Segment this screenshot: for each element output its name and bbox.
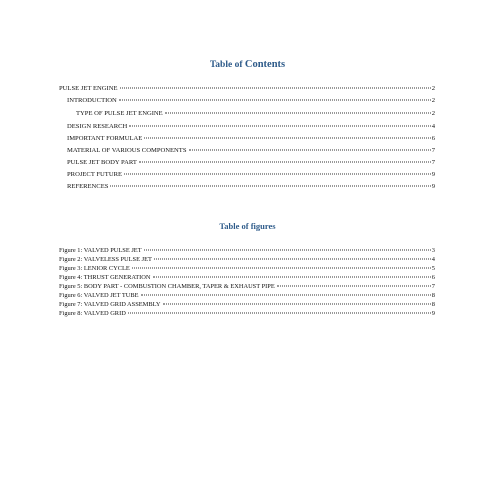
dot-leader — [163, 304, 431, 305]
toc-entry-page: 4 — [431, 123, 435, 130]
figure-entry-label: Figure 1: VALVED PULSE JET — [59, 247, 142, 254]
toc-entry-project-future[interactable] — [67, 171, 435, 179]
dot-leader — [139, 162, 431, 163]
toc-entry-page: 9 — [431, 171, 435, 178]
toc-entry-label: TYPE OF PULSE JET ENGINE — [76, 110, 163, 117]
toc-entry-material-of-various-components[interactable] — [67, 147, 435, 155]
toc-entry-label: MATERIAL OF VARIOUS COMPONENTS — [67, 147, 187, 154]
dot-leader — [277, 286, 431, 287]
toc-entry-pulse-jet-engine[interactable] — [59, 85, 435, 93]
dot-leader — [124, 174, 431, 175]
figure-entry-1[interactable] — [59, 247, 435, 254]
figure-entry-2[interactable] — [59, 256, 435, 263]
dot-leader — [120, 88, 431, 89]
figure-entry-page: 7 — [431, 283, 435, 290]
dot-leader — [144, 250, 431, 251]
figure-entry-label: Figure 4: THRUST GENERATION — [59, 274, 151, 281]
figure-entry-page: 3 — [431, 247, 435, 254]
figure-entry-label: Figure 6: VALVED JET TUBE — [59, 292, 139, 299]
figure-entry-page: 6 — [431, 274, 435, 281]
toc-entry-pulse-jet-body-part[interactable] — [67, 159, 435, 167]
figure-entry-8[interactable] — [59, 310, 435, 317]
toc-entry-type-of-pulse-jet-engine[interactable] — [76, 110, 435, 118]
figure-entry-label: Figure 3: LENIOR CYCLE — [59, 265, 130, 272]
figure-entry-page: 4 — [431, 256, 435, 263]
figure-entry-label: Figure 7: VALVED GRID ASSEMBLY — [59, 301, 161, 308]
figure-entry-label: Figure 2: VALVELESS PULSE JET — [59, 256, 152, 263]
dot-leader — [144, 138, 430, 139]
dot-leader — [153, 277, 431, 278]
figure-entry-6[interactable] — [59, 292, 435, 299]
toc-entry-page: 7 — [431, 147, 435, 154]
toc-entry-label: PULSE JET ENGINE — [59, 85, 118, 92]
toc-entry-page: 2 — [431, 85, 435, 92]
toc-entry-design-research[interactable] — [67, 123, 435, 131]
figure-entry-page: 8 — [431, 301, 435, 308]
toc-entry-page: 2 — [431, 110, 435, 117]
dot-leader — [128, 313, 431, 314]
figure-entry-4[interactable] — [59, 274, 435, 281]
toc-entry-label: PULSE JET BODY PART — [67, 159, 137, 166]
figure-entry-label: Figure 8: VALVED GRID — [59, 310, 126, 317]
toc-heading-prefix: Table of — [209, 60, 243, 70]
dot-leader — [141, 295, 431, 296]
toc-entry-references[interactable] — [67, 183, 435, 191]
toc-entry-label: PROJECT FUTURE — [67, 171, 123, 178]
figure-entry-label: Figure 5: BODY PART - COMBUSTION CHAMBER, TAPER & EXHAUST PIPE — [59, 283, 275, 290]
toc-entry-important-formulae[interactable] — [67, 135, 435, 143]
figure-entry-page: 5 — [431, 265, 435, 272]
figure-entry-5[interactable] — [59, 283, 435, 290]
toc-entry-label: REFERENCES — [67, 183, 109, 190]
toc-entry-page: 7 — [431, 159, 435, 166]
figure-entry-7[interactable] — [59, 301, 435, 308]
toc-entry-label: INTRODUCTION — [67, 97, 117, 104]
dot-leader — [110, 186, 430, 187]
toc-entry-label: IMPORTANT FORMULAE — [67, 135, 143, 142]
figure-entry-page: 8 — [431, 292, 435, 299]
figure-entry-page: 9 — [431, 310, 435, 317]
toc-entry-introduction[interactable] — [67, 97, 435, 105]
toc-heading — [0, 59, 495, 70]
toc-entry-page: 9 — [431, 183, 435, 190]
toc-entry-page: 2 — [431, 97, 435, 104]
figures-heading: Table of figures — [219, 221, 276, 231]
toc-entry-page: 6 — [431, 135, 435, 142]
dot-leader — [119, 100, 431, 101]
toc-heading-main: Contents — [244, 59, 286, 70]
dot-leader — [189, 150, 431, 151]
dot-leader — [132, 268, 431, 269]
dot-leader — [154, 259, 431, 260]
figure-entry-3[interactable] — [59, 265, 435, 272]
dot-leader — [165, 113, 431, 114]
dot-leader — [129, 126, 430, 127]
toc-entry-label: DESIGN RESEARCH — [67, 123, 128, 130]
